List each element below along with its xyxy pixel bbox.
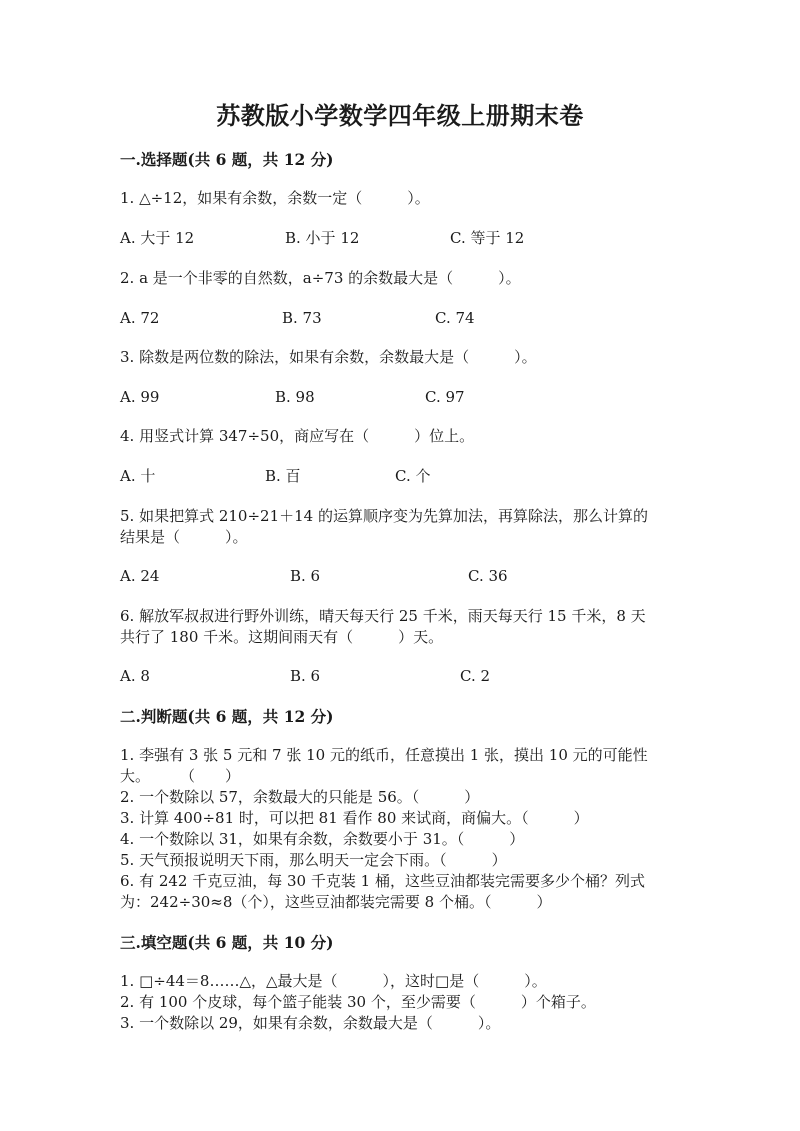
question-text: 5. 如果把算式 210÷21＋14 的运算顺序变为先算加法，再算除法，那么计算的 (120, 507, 648, 525)
option-c: C. 2 (460, 667, 491, 685)
option-b: B. 小于 12 (285, 229, 360, 247)
option-b: B. 百 (265, 467, 301, 485)
question-text: 6. 解放军叔叔进行野外训练，晴天每天行 25 千米，雨天每天行 15 千米，8 天 (120, 607, 646, 625)
option-c: C. 等于 12 (450, 229, 525, 247)
question-text: 结果是（ ）。 (120, 528, 248, 546)
question-text: 2. a 是一个非零的自然数，a÷73 的余数最大是（ ）。 (120, 269, 521, 287)
question-text: 共行了 180 千米。这期间雨天有（ ）天。 (120, 628, 444, 646)
fill-in-line: 1. □÷44＝8……△，△最大是（ ），这时□是（ ）。 (120, 972, 547, 990)
option-b: B. 73 (282, 309, 322, 327)
judgement-line: 为：242÷30≈8（个），这些豆油都装完需要 8 个桶。（ ） (120, 893, 552, 911)
section-heading-choice: 一.选择题(共 6 题，共 12 分) (120, 150, 334, 169)
section-heading-fill-in: 三.填空题(共 6 题，共 10 分) (120, 933, 334, 952)
judgement-line: 大。 （ ） (120, 767, 241, 785)
option-a: A. 72 (120, 309, 160, 327)
option-b: B. 6 (290, 667, 321, 685)
question-text: 4. 用竖式计算 347÷50，商应写在（ ）位上。 (120, 427, 475, 445)
option-a: A. 24 (120, 567, 160, 585)
option-c: C. 74 (435, 309, 475, 327)
option-c: C. 36 (468, 567, 508, 585)
section-heading-judgement: 二.判断题(共 6 题，共 12 分) (120, 707, 334, 726)
exam-title: 苏教版小学数学四年级上册期末卷 (216, 101, 584, 130)
option-a: A. 8 (120, 667, 150, 685)
option-a: A. 大于 12 (120, 229, 195, 247)
question-text: 3. 除数是两位数的除法，如果有余数，余数最大是（ ）。 (120, 348, 537, 366)
option-a: A. 99 (120, 388, 160, 406)
option-c: C. 97 (425, 388, 465, 406)
option-b: B. 6 (290, 567, 321, 585)
judgement-line: 2. 一个数除以 57，余数最大的只能是 56。（ ） (120, 788, 480, 806)
judgement-line: 5. 天气预报说明天下雨，那么明天一定会下雨。（ ） (120, 851, 507, 869)
option-c: C. 个 (395, 467, 431, 485)
fill-in-line: 2. 有 100 个皮球，每个篮子能装 30 个，至少需要（ ）个箱子。 (120, 993, 596, 1011)
option-a: A. 十 (120, 467, 156, 485)
judgement-line: 6. 有 242 千克豆油，每 30 千克装 1 桶，这些豆油都装完需要多少个桶？列式 (120, 872, 645, 890)
judgement-line: 4. 一个数除以 31，如果有余数，余数要小于 31。（ ） (120, 830, 525, 848)
question-text: 1. △÷12，如果有余数，余数一定（ ）。 (120, 189, 430, 207)
judgement-line: 1. 李强有 3 张 5 元和 7 张 10 元的纸币，任意摸出 1 张，摸出 10 元的可能性 (120, 746, 648, 764)
judgement-line: 3. 计算 400÷81 时，可以把 81 看作 80 来试商，商偏大。（ ） (120, 809, 589, 827)
fill-in-line: 3. 一个数除以 29，如果有余数，余数最大是（ ）。 (120, 1014, 501, 1032)
option-b: B. 98 (275, 388, 315, 406)
